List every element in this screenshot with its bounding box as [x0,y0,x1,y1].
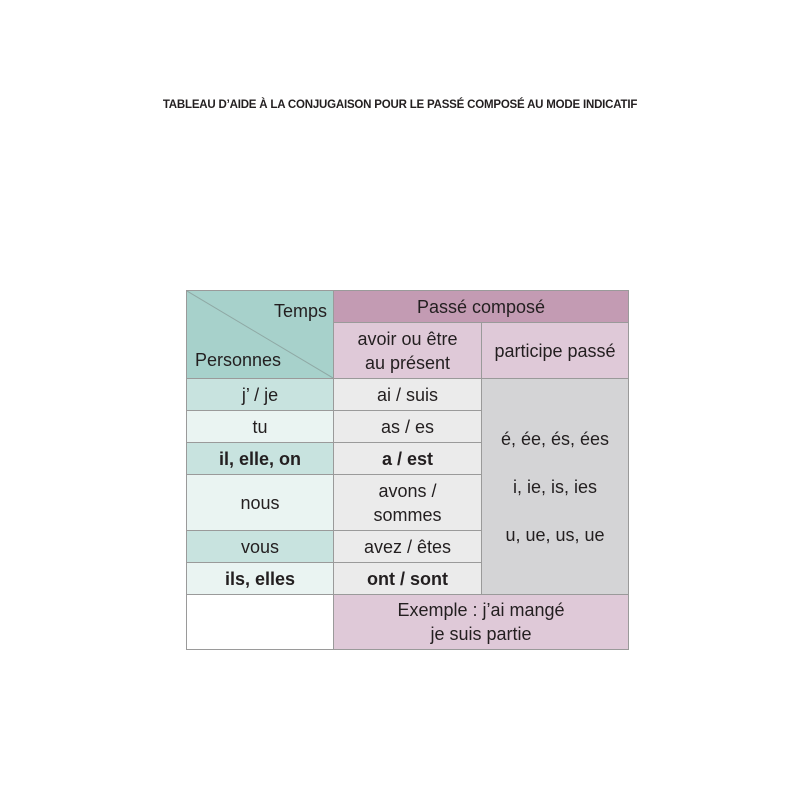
aux-cell: ai / suis [334,379,482,411]
person-cell: j’ / je [187,379,334,411]
ending-u: u, ue, us, ue [505,524,605,545]
aux-cell: a / est [334,443,482,475]
aux-subheader [334,323,482,379]
person-cell: tu [187,411,334,443]
participle-subheader: participe passé [482,323,629,379]
personnes-label: Personnes [195,350,282,370]
example-line2: je suis partie [430,624,532,644]
aux-line2: sommes [373,504,442,525]
person-cell: ils, elles [187,563,334,595]
corner-header-cell [187,291,334,379]
aux-subheader-line2: au présent [364,352,451,373]
person-cell: nous [187,475,334,531]
aux-line1: avons / [378,480,437,501]
person-cell: il, elle, on [187,443,334,475]
temps-label: Temps [273,301,327,321]
example-cell [334,595,629,650]
aux-cell: ont / sont [334,563,482,595]
participle-endings-cell [482,379,629,595]
conjugation-table [186,290,629,650]
person-cell: vous [187,531,334,563]
aux-cell: avez / êtes [334,531,482,563]
example-line1: Exemple : j’ai mangé [397,600,565,620]
blank-cell [187,595,334,650]
passe-compose-header: Passé composé [334,291,629,323]
ending-i: i, ie, is, ies [512,476,598,497]
aux-subheader-line1: avoir ou être [357,328,458,349]
page-title: TABLEAU D’AIDE À LA CONJUGAISON POUR LE PASSÉ COMPOSÉ AU MODE INDICATIF [162,99,638,111]
aux-cell [334,475,482,531]
aux-cell: as / es [334,411,482,443]
ending-e: é, ée, és, ées [500,428,610,449]
